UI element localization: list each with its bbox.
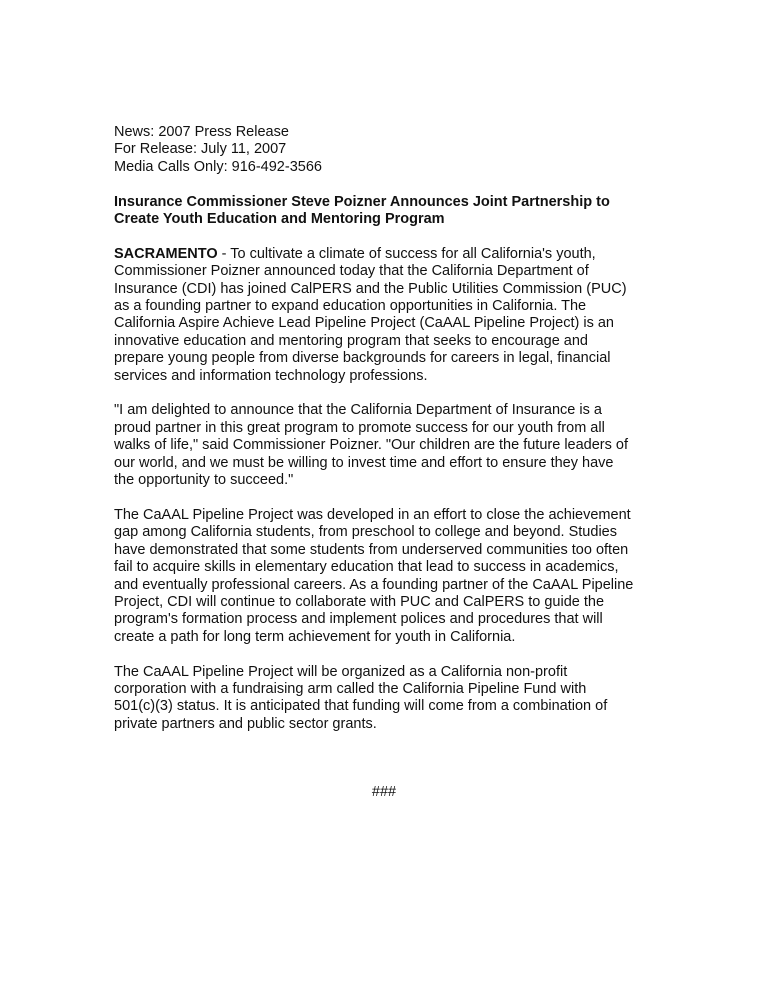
paragraph-line: and eventually professional careers. As a founding partner of the CaAAL Pipeline	[114, 576, 634, 593]
paragraph-text: - To cultivate a climate of success for all California's youth,	[217, 245, 596, 262]
paragraph-line: 501(c)(3) status. It is anticipated that funding will come from a combination of	[114, 698, 608, 715]
paragraph-line: gap among California students, from preschool to college and beyond. Studies	[114, 524, 617, 541]
paragraph-line: Commissioner Poizner announced today that the California Department of	[114, 263, 589, 280]
spacer	[114, 176, 654, 193]
paragraph-line: the opportunity to succeed."	[114, 472, 294, 489]
paragraph-line: proud partner in this great program to promote success for our youth from all	[114, 419, 605, 436]
paragraph-2-quote	[114, 402, 654, 489]
paragraph-line: our world, and we must be willing to invest time and effort to ensure they have	[114, 454, 614, 471]
header-block	[114, 124, 654, 176]
media-contact: Media Calls Only: 916-492-3566	[114, 158, 322, 175]
paragraph-line: private partners and public sector grants.	[114, 715, 377, 732]
paragraph-line: prepare young people from diverse backgrounds for careers in legal, financial	[114, 350, 611, 367]
end-mark: ###	[371, 784, 397, 800]
paragraph-line: have demonstrated that some students from underserved communities too often	[114, 541, 629, 558]
headline	[114, 194, 654, 229]
paragraph-line: as a founding partner to expand education opportunities in California. The	[114, 298, 587, 315]
release-date: For Release: July 11, 2007	[114, 141, 287, 158]
paragraph-1	[114, 246, 654, 385]
paragraph-line: Insurance (CDI) has joined CalPERS and the Public Utilities Commission (PUC)	[114, 280, 627, 297]
paragraph-line: program's formation process and implement polices and procedures that will	[114, 611, 603, 628]
paragraph-3	[114, 507, 654, 646]
paragraph-line: The CaAAL Pipeline Project will be organized as a California non-profit	[114, 663, 568, 680]
paragraph-line: fail to acquire skills in elementary education that lead to success in academics,	[114, 559, 619, 576]
spacer	[114, 489, 654, 506]
paragraph-line: innovative education and mentoring program that seeks to encourage and	[114, 332, 588, 349]
paragraph-line: corporation with a fundraising arm called the California Pipeline Fund with	[114, 680, 587, 697]
paragraph-line: "I am delighted to announce that the California Department of Insurance is a	[114, 402, 602, 419]
press-release-body	[114, 124, 654, 733]
spacer	[114, 646, 654, 663]
paragraph-line: walks of life," said Commissioner Poizner. "Our children are the future leaders of	[114, 437, 628, 454]
paragraph-line: California Aspire Achieve Lead Pipeline Project (CaAAL Pipeline Project) is an	[114, 315, 614, 332]
paragraph-line	[114, 246, 654, 263]
paragraph-line: The CaAAL Pipeline Project was developed in an effort to close the achievement	[114, 506, 631, 523]
spacer	[114, 385, 654, 402]
paragraph-4	[114, 664, 654, 734]
dateline: SACRAMENTO	[114, 245, 218, 262]
news-label: News: 2007 Press Release	[114, 124, 289, 140]
spacer	[114, 228, 654, 245]
paragraph-line: services and information technology professions.	[114, 367, 428, 384]
headline-line-1: Insurance Commissioner Steve Poizner Announces Joint Partnership to	[114, 193, 610, 210]
paragraph-line: Project, CDI will continue to collaborate with PUC and CalPERS to guide the	[114, 593, 605, 610]
headline-line-2: Create Youth Education and Mentoring Program	[114, 211, 445, 228]
paragraph-line: create a path for long term achievement for youth in California.	[114, 628, 516, 645]
